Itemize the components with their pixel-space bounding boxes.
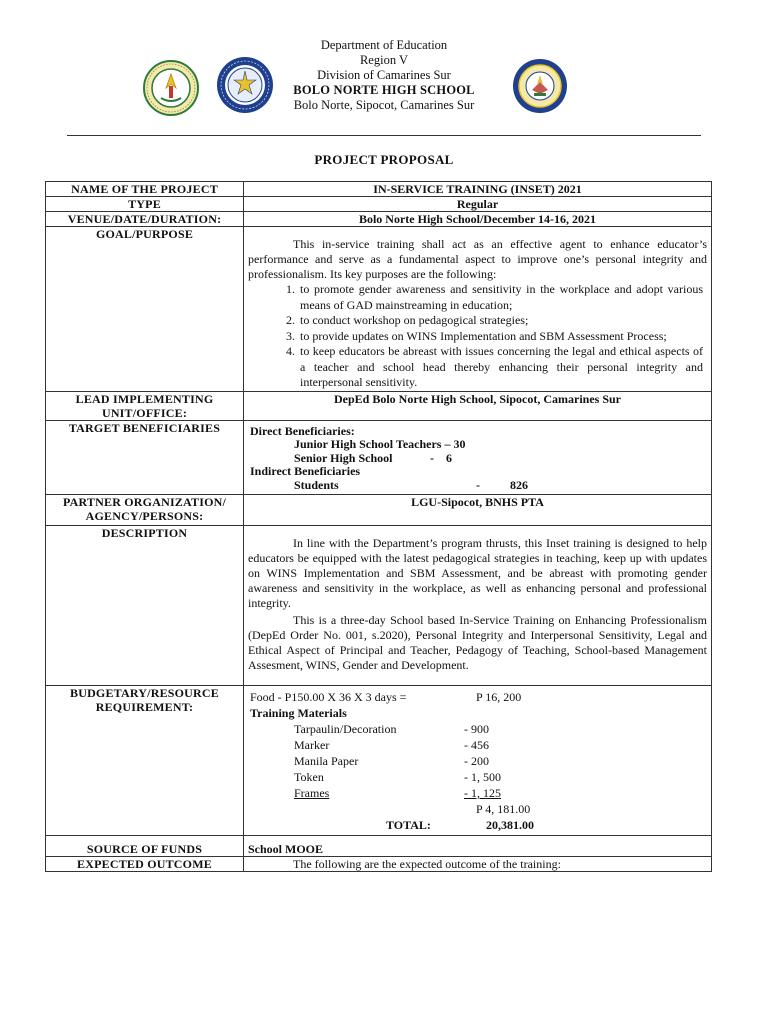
food-total: P 16, 200 <box>476 690 522 704</box>
goal-intro: This in-service training shall act as an effective agent to enhance educator’s performance and serve as a fundamental aspect to improve one’s personal integrity and professionalism. Its key purposes are the following: <box>248 237 707 281</box>
school-name: BOLO NORTE HIGH SCHOOL <box>293 83 475 97</box>
material-amount: - 1, 500 <box>464 770 501 784</box>
value-outcome: The following are the expected outcome of the training: <box>244 857 712 872</box>
material-name: Tarpaulin/Decoration <box>294 722 397 736</box>
label-goal: GOAL/PURPOSE <box>46 227 244 392</box>
label-target: TARGET BENEFICIARIES <box>46 420 244 495</box>
students-dash: - <box>476 477 480 492</box>
value-source: School MOOE <box>244 836 712 857</box>
row-outcome <box>46 857 712 872</box>
division-name: Division of Camarines Sur <box>317 68 451 82</box>
row-lead-unit <box>46 391 712 420</box>
direct-heading: Direct Beneficiaries: <box>250 423 355 438</box>
row-type <box>46 197 712 212</box>
material-amount: - 1, 125 <box>464 786 501 800</box>
header-divider <box>67 135 701 136</box>
total-label: TOTAL: <box>386 818 431 832</box>
row-budget <box>46 686 712 836</box>
material-name: Manila Paper <box>294 754 359 768</box>
value-lead-unit: DepEd Bolo Norte High School, Sipocot, Camarines Sur <box>244 391 712 420</box>
school-seal-right <box>512 58 568 114</box>
letterhead <box>0 38 768 113</box>
students-label: Students <box>294 477 339 492</box>
material-amount: - 900 <box>464 722 489 736</box>
row-venue <box>46 212 712 227</box>
value-venue: Bolo Norte High School/December 14-16, 2021 <box>244 212 712 227</box>
proposal-table <box>45 181 712 872</box>
value-partner: LGU-Sipocot, BNHS PTA <box>244 495 712 526</box>
document-title: PROJECT PROPOSAL <box>314 152 454 167</box>
list-item <box>250 753 707 769</box>
goal-list <box>278 282 703 391</box>
list-item: 3. to provide updates on WINS Implementation and SBM Assessment Process; <box>298 329 703 345</box>
label-partner: PARTNER ORGANIZATION/ AGENCY/PERSONS: <box>46 495 244 526</box>
list-item <box>250 721 707 737</box>
row-target <box>46 420 712 495</box>
label-project-name: NAME OF THE PROJECT <box>46 182 244 197</box>
value-goal <box>244 227 712 392</box>
row-description <box>46 526 712 686</box>
value-budget <box>244 686 712 836</box>
material-amount: - 200 <box>464 754 489 768</box>
materials-total: P 4, 181.00 <box>476 802 531 816</box>
list-item: 4. to keep educators be abreast with issues concerning the legal and ethical aspects of a teacher and school head thereby enhancing their personal integrity and interpersonal sensitivity. <box>298 344 703 391</box>
label-venue: VENUE/DATE/DURATION: <box>46 212 244 227</box>
material-amount: - 456 <box>464 738 489 752</box>
jhs-teachers: Junior High School Teachers – 30 <box>294 437 466 451</box>
value-target <box>244 420 712 495</box>
students-value: 826 <box>510 477 528 492</box>
material-name: Marker <box>294 738 330 752</box>
value-project-name: IN-SERVICE TRAINING (INSET) 2021 <box>244 182 712 197</box>
list-item: 1. to promote gender awareness and sensitivity in the workplace and adopt various means of GAD mainstreaming in education; <box>298 282 703 313</box>
material-name: Token <box>294 770 324 784</box>
row-project-name <box>46 182 712 197</box>
school-address: Bolo Norte, Sipocot, Camarines Sur <box>293 98 475 112</box>
food-line: Food - P150.00 X 36 X 3 days = <box>250 690 407 704</box>
description-para-2: This is a three-day School based In-Service Training on Enhancing Professionalism (DepEd Order No. 001, s.2020), Personal Integrity and Interpersonal Sensitivity, Legal and Ethical Aspect of Principal and Teacher, Pedagogy of Teaching, School-based Management Assesment, WINS, Gender and Development. <box>248 613 707 672</box>
region-name: Region V <box>359 53 409 67</box>
indirect-heading: Indirect Beneficiaries <box>250 464 361 478</box>
materials-heading: Training Materials <box>250 706 347 720</box>
list-item <box>250 785 707 801</box>
value-description <box>244 526 712 686</box>
department-name: Department of Education <box>320 38 448 52</box>
material-name: Frames <box>294 786 330 800</box>
description-para-1: In line with the Department’s program thrusts, this Inset training is designed to help educators be equipped with the latest pedagogical strategies in teaching, keep up with updates on WINS Implementation and SBM Assessment, and be abreast with promoting gender awareness and sensitivity in the workplace, as well as enhancing personal and professional integrity. <box>248 536 707 610</box>
label-type: TYPE <box>46 197 244 212</box>
label-source: SOURCE OF FUNDS <box>46 836 244 857</box>
label-budget: BUDGETARY/RESOURCE REQUIREMENT: <box>46 686 244 836</box>
list-item <box>250 737 707 753</box>
row-partner <box>46 495 712 526</box>
label-outcome: EXPECTED OUTCOME <box>46 857 244 872</box>
row-source <box>46 836 712 857</box>
total-value: 20,381.00 <box>486 818 534 832</box>
shs-label: Senior High School <box>294 450 393 465</box>
label-lead-unit: LEAD IMPLEMENTING UNIT/OFFICE: <box>46 391 244 420</box>
value-type: Regular <box>244 197 712 212</box>
label-description: DESCRIPTION <box>46 526 244 686</box>
shs-value: - 6 <box>430 450 452 465</box>
list-item: 2. to conduct workshop on pedagogical strategies; <box>298 313 703 329</box>
list-item <box>250 769 707 785</box>
row-goal <box>46 227 712 392</box>
